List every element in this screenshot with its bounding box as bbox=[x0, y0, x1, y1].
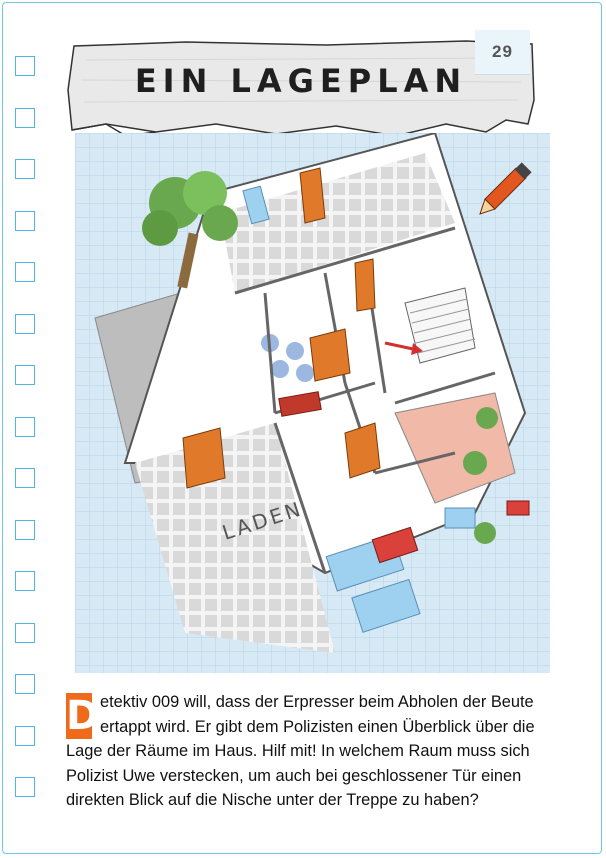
shop-label: LADEN bbox=[219, 496, 306, 545]
plant-icon bbox=[463, 451, 487, 475]
checkbox[interactable] bbox=[15, 623, 35, 643]
checkbox[interactable] bbox=[15, 108, 35, 128]
checkbox[interactable] bbox=[15, 777, 35, 797]
checkbox[interactable] bbox=[15, 159, 35, 179]
checkbox[interactable] bbox=[15, 468, 35, 488]
checkbox[interactable] bbox=[15, 56, 35, 76]
plant-icon bbox=[474, 522, 496, 544]
dropcap: D bbox=[66, 693, 100, 739]
door bbox=[310, 329, 350, 381]
story-text bbox=[66, 690, 556, 813]
door bbox=[300, 168, 325, 223]
plant-icon bbox=[476, 407, 498, 429]
checkbox[interactable] bbox=[15, 314, 35, 334]
door bbox=[183, 428, 225, 488]
checkbox[interactable] bbox=[15, 262, 35, 282]
door bbox=[355, 259, 375, 311]
story-paragraph: etektiv 009 will, dass der Erpresser beim Abholen der Beute ertappt wird. Er gibt dem Polizisten einen Überblick über die Lage der Räume im Haus. Hilf mit! In welchem Raum muss sich Polizist Uwe verstecken, um auch bei geschlossener Tür einen direkten Blick auf die Nische unter der Treppe zu haben? bbox=[66, 693, 535, 810]
page-title: EIN LAGEPLAN bbox=[134, 62, 468, 100]
checkbox[interactable] bbox=[15, 674, 35, 694]
page-number: 29 bbox=[475, 30, 530, 75]
checkbox[interactable] bbox=[15, 571, 35, 591]
checkbox[interactable] bbox=[15, 417, 35, 437]
checkbox-column bbox=[15, 56, 37, 829]
checkbox[interactable] bbox=[15, 365, 35, 385]
door bbox=[345, 423, 380, 478]
pencil-icon bbox=[474, 150, 544, 220]
checkbox[interactable] bbox=[15, 211, 35, 231]
checkbox[interactable] bbox=[15, 726, 35, 746]
checkbox[interactable] bbox=[15, 520, 35, 540]
